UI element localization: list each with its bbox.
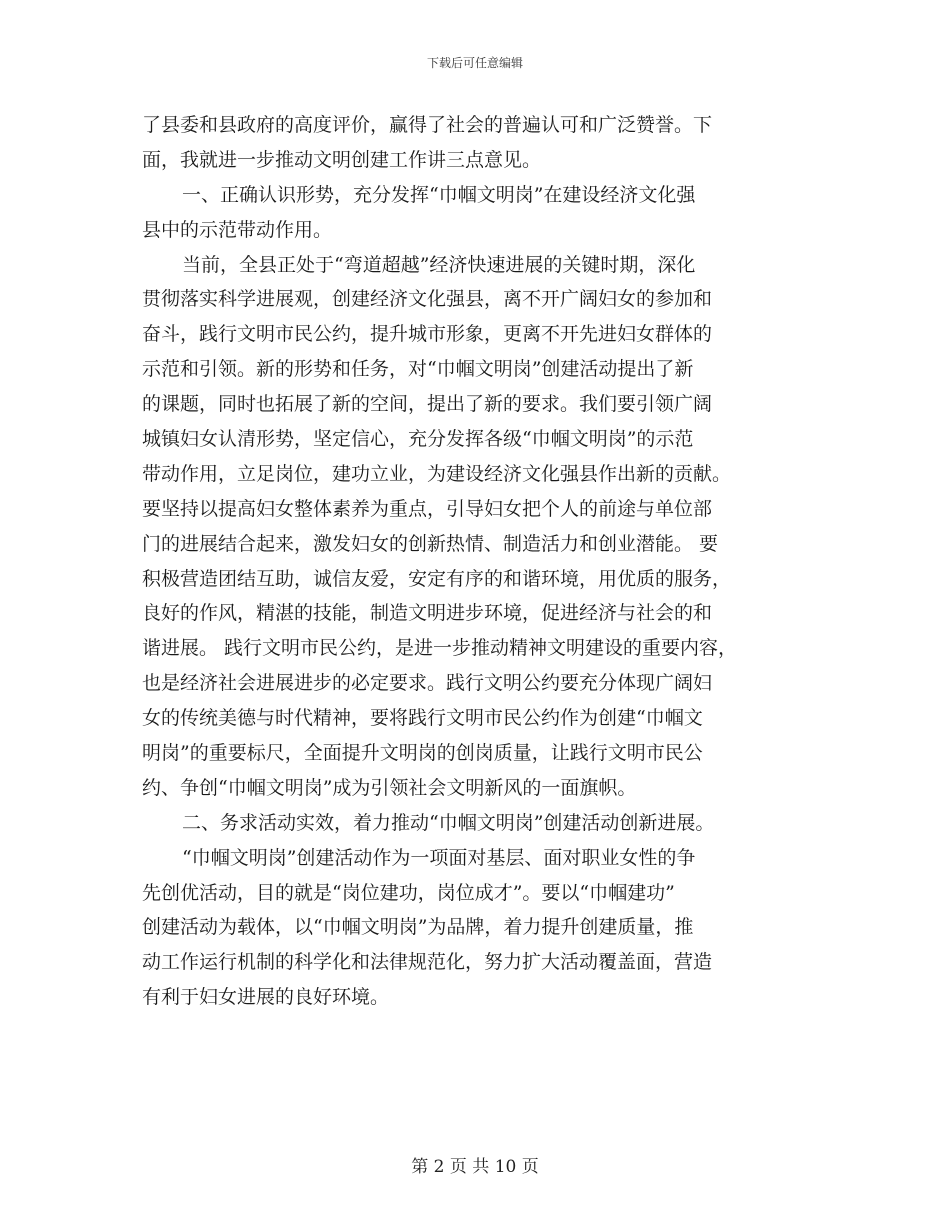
- text-line: 当前，全县正处于“弯道超越”经济快速进展的关键时期，深化: [182, 253, 696, 276]
- text-line: 有利于妇女进展的良好环境。: [142, 986, 390, 1009]
- text-line: 门的进展结合起来，激发妇女的创新热情、制造活力和创业潜能。 要: [142, 532, 719, 555]
- text-line: 创建活动为载体，以“巾帼文明岗”为品牌，着力提升创建质量，推: [142, 916, 694, 939]
- text-line: 示范和引领。新的形势和任务，对“巾帼文明岗”创建活动提出了新: [142, 358, 694, 381]
- text-line: 面，我就进一步推动文明创建工作讲三点意见。: [142, 148, 542, 171]
- text-line: 贯彻落实科学进展观，创建经济文化强县，离不开广阔妇女的参加和: [142, 288, 713, 311]
- text-line: “巾帼文明岗”创建活动作为一项面对基层、面对职业女性的争: [182, 846, 696, 869]
- section-heading-line: 一、正确认识形势，充分发挥“巾帼文明岗”在建设经济文化强: [182, 183, 696, 206]
- text-line: 女的传统美德与时代精神，要将践行文明市民公约作为创建“巾帼文: [142, 707, 703, 730]
- text-line: 良好的作风，精湛的技能，制造文明进步环境，促进经济与社会的和: [142, 602, 713, 625]
- text-line: 明岗”的重要标尺，全面提升文明岗的创岗质量，让践行文明市民公: [142, 742, 703, 765]
- document-body: [142, 108, 822, 1015]
- text-line: 城镇妇女认清形势，坚定信心，充分发挥各级“巾帼文明岗”的示范: [142, 428, 694, 451]
- text-line: 先创优活动，目的就是“岗位建功，岗位成才”。要以“巾帼建功”: [142, 881, 675, 904]
- text-line: 了县委和县政府的高度评价，赢得了社会的普遍认可和广泛赞誉。下: [142, 114, 713, 136]
- page-header: 下载后可任意编辑: [426, 56, 523, 70]
- text-line: 积极营造团结互助，诚信友爱，安定有序的和谐环境，用优质的服务，: [142, 567, 732, 590]
- section-heading-line: 县中的示范带动作用。: [142, 218, 333, 241]
- section-heading-line: 二、务求活动实效，着力推动“巾帼文明岗”创建活动创新进展。: [182, 811, 715, 834]
- text-line: 动工作运行机制的科学化和法律规范化，努力扩大活动覆盖面，营造: [142, 951, 713, 974]
- text-line: 约、争创“巾帼文明岗”成为引领社会文明新风的一面旗帜。: [142, 776, 637, 799]
- text-line: 要坚持以提高妇女整体素养为重点，引导妇女把个人的前途与单位部: [142, 497, 713, 520]
- text-line: 的课题，同时也拓展了新的空间，提出了新的要求。我们要引领广阔: [142, 393, 713, 416]
- page-number-footer: 第 2 页 共 10 页: [411, 1157, 539, 1177]
- text-line: 也是经济社会进展进步的必定要求。践行文明公约要充分体现广阔妇: [142, 672, 713, 695]
- text-line: 谐进展。 践行文明市民公约，是进一步推动精神文明建设的重要内容，: [142, 637, 738, 660]
- text-line: 带动作用，立足岗位，建功立业，为建设经济文化强县作出新的贡献。: [142, 462, 732, 485]
- text-line: 奋斗，践行文明市民公约，提升城市形象，更离不开先进妇女群体的: [142, 323, 713, 346]
